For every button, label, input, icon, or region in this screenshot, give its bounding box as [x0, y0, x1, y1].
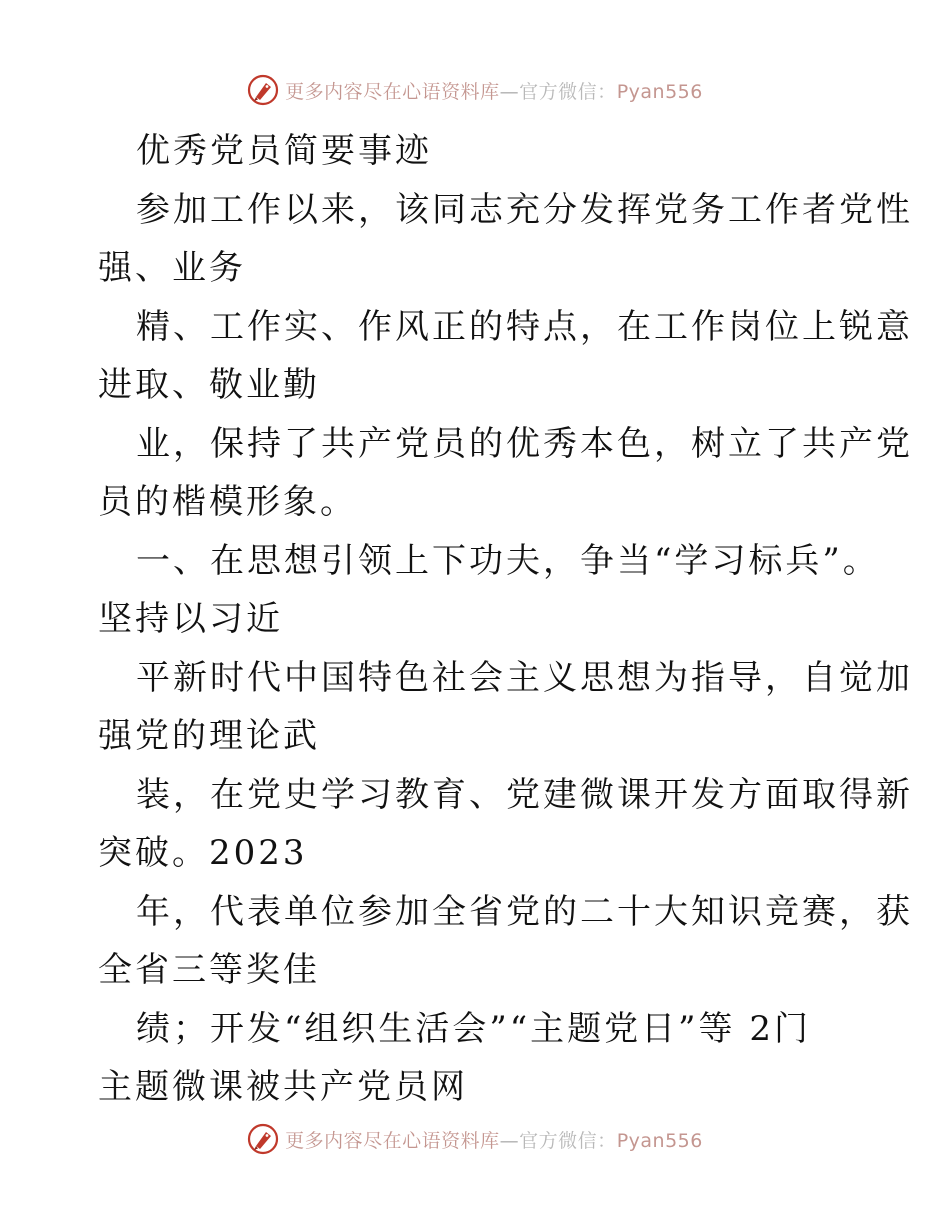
- paragraph: [98, 298, 913, 415]
- paragraph-line: 全省三等奖佳: [98, 950, 320, 990]
- paragraph-line: 主题微课被共产党员网: [98, 1067, 468, 1107]
- header-watermark: [0, 70, 950, 110]
- pen-nib-icon: [247, 1123, 279, 1155]
- watermark-handle: Pyan556: [616, 80, 703, 103]
- watermark-text: [285, 77, 703, 104]
- paragraph-line: 精、工作实、作风正的特点，在工作岗位上锐意: [136, 306, 913, 347]
- paragraph: [98, 883, 913, 1000]
- paragraph-line: 装，在党史学习教育、党建微课开发方面取得新: [136, 774, 913, 815]
- paragraph-line: 突破。2023: [98, 833, 308, 873]
- paragraph: [98, 532, 880, 649]
- paragraph: [98, 181, 913, 298]
- watermark-contact-label: 官方微信：: [519, 80, 617, 103]
- watermark-separator: —: [499, 80, 520, 103]
- document-title: [98, 122, 858, 181]
- paragraph-line: 年，代表单位参加全省党的二十大知识竞赛，获: [136, 891, 913, 932]
- paragraph-line: 平新时代中国特色社会主义思想为指导，自觉加: [136, 657, 913, 698]
- paragraph-line: 进取、敬业勤: [98, 365, 320, 405]
- document-body: [98, 122, 913, 1117]
- paragraph-line: 优秀党员简要事迹: [136, 131, 432, 171]
- paragraph-line: 坚持以习近: [98, 599, 283, 639]
- pen-nib-icon: [247, 74, 279, 106]
- watermark-separator: —: [499, 1129, 520, 1152]
- footer-watermark: [0, 1119, 950, 1159]
- paragraph: [98, 649, 913, 766]
- paragraph-line: 员的楷模形象。: [98, 482, 357, 522]
- paragraph: [98, 766, 913, 883]
- watermark-main: 更多内容尽在心语资料库: [285, 80, 500, 103]
- watermark-handle: Pyan556: [616, 1129, 703, 1152]
- watermark-contact-label: 官方微信：: [519, 1129, 617, 1152]
- paragraph-line: 参加工作以来，该同志充分发挥党务工作者党性: [136, 189, 913, 230]
- paragraph-line: 一、在思想引领上下功夫，争当“学习标兵”。: [136, 540, 880, 581]
- paragraph: [98, 415, 913, 532]
- paragraph-line: 强、业务: [98, 248, 246, 288]
- watermark-text: [285, 1126, 703, 1153]
- paragraph-line: 绩；开发“组织生活会”“主题党日”等 2门: [136, 1008, 811, 1049]
- watermark-main: 更多内容尽在心语资料库: [285, 1129, 500, 1152]
- paragraph: [98, 1000, 858, 1117]
- paragraph-line: 业，保持了共产党员的优秀本色，树立了共产党: [136, 423, 913, 464]
- paragraph-line: 强党的理论武: [98, 716, 320, 756]
